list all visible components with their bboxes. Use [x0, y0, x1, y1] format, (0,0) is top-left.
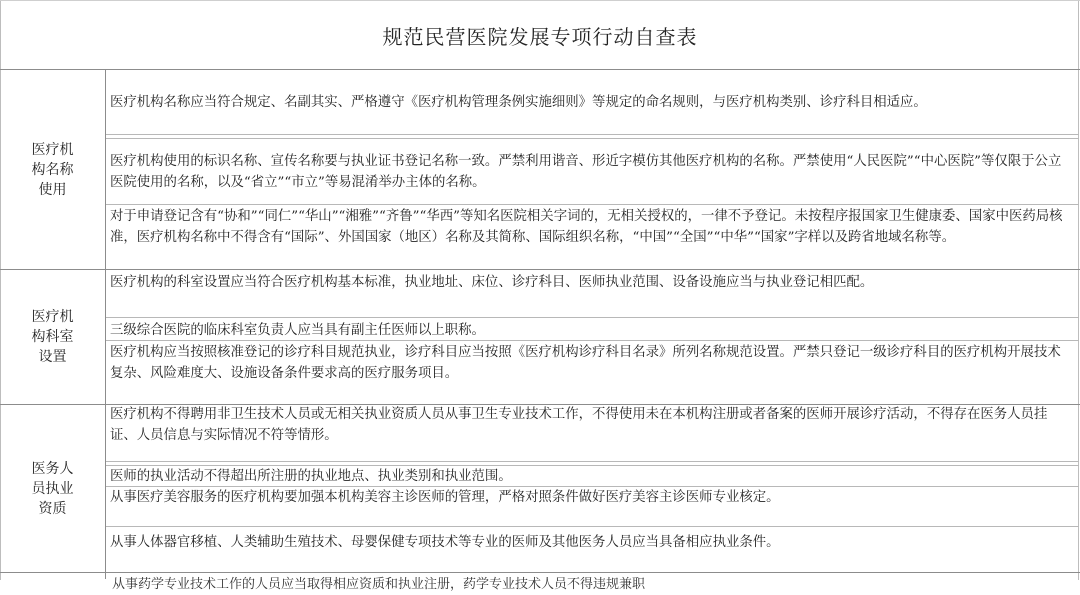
cut-off-text: 从事药学专业技术工作的人员应当取得相应资质和执业注册，药学专业技术人员不得违规兼职	[112, 577, 646, 592]
column-divider	[105, 573, 106, 579]
category-cell	[0, 405, 106, 572]
section-staff-qualification	[0, 405, 1080, 572]
row-divider	[106, 204, 1079, 205]
check-item: 医疗机构名称应当符合规定、名副其实、严格遵守《医疗机构管理条例实施细则》等规定的命名规则，与医疗机构类别、诊疗科目相适应。	[110, 95, 927, 110]
page-title: 规范民营医院发展专项行动自查表	[382, 24, 698, 49]
next-row-partial	[0, 572, 1080, 592]
row-divider	[106, 526, 1079, 527]
check-item: 三级综合医院的临床科室负责人应当具有副主任医师以上职称。	[110, 323, 485, 338]
row-divider	[106, 461, 1079, 462]
check-item: 从事医疗美容服务的医疗机构要加强本机构美容主诊医师的管理，严格对照条件做好医疗美容主诊医师专业核定。	[110, 490, 780, 505]
category-label: 医疗机构科室设置	[31, 309, 74, 365]
category-label: 医务人员执业资质	[31, 460, 74, 517]
category-cell	[0, 270, 106, 404]
section-department-setup	[0, 270, 1080, 405]
row-divider	[106, 138, 1079, 139]
check-item: 对于申请登记含有“协和”“同仁”“华山”“湘雅”“齐鲁”“华西”等知名医院相关字词的，无相关授权的，一律不予登记。未按程序报国家卫生健康委、国家中医药局核准，医疗机构名称中不得含有“国际”、外国国家（地区）名称及其简称、国际组织名称，“中国”“全国”“中华”“国家”字样以及跨省地域名称等。	[110, 209, 1063, 245]
check-item: 医师的执业活动不得超出所注册的执业地点、执业类别和执业范围。	[110, 469, 512, 484]
row-divider	[106, 340, 1079, 341]
check-item: 医疗机构的科室设置应当符合医疗机构基本标准，执业地址、床位、诊疗科目、医师执业范围、设备设施应当与执业登记相匹配。	[110, 275, 874, 290]
row-divider	[106, 317, 1079, 318]
check-item: 从事人体器官移植、人类辅助生殖技术、母婴保健专项技术等专业的医师及其他医务人员应当具备相应执业条件。	[110, 535, 780, 550]
check-item: 医疗机构使用的标识名称、宣传名称要与执业证书登记名称一致。严禁利用谐音、形近字模仿其他医疗机构的名称。严禁使用“人民医院”“中心医院”等仅限于公立医院使用的名称，以及“省立”“市立”等易混淆举办主体的名称。	[110, 154, 1062, 190]
row-divider	[106, 134, 1079, 135]
category-cell	[0, 70, 106, 269]
table-title-row	[0, 0, 1080, 70]
check-item: 医疗机构不得聘用非卫生技术人员或无相关执业资质人员从事卫生专业技术工作，不得使用未在本机构注册或者备案的医师开展诊疗活动，不得存在医务人员挂证、人员信息与实际情况不符等情形。	[110, 407, 1048, 443]
category-label: 医疗机构名称使用	[31, 141, 74, 198]
section-name-usage	[0, 70, 1080, 270]
check-item: 医疗机构应当按照核准登记的诊疗科目规范执业，诊疗科目应当按照《医疗机构诊疗科目名录》所列名称规范设置。严禁只登记一级诊疗科目的医疗机构开展技术复杂、风险难度大、设施设备条件要求高的医疗服务项目。	[110, 345, 1061, 381]
